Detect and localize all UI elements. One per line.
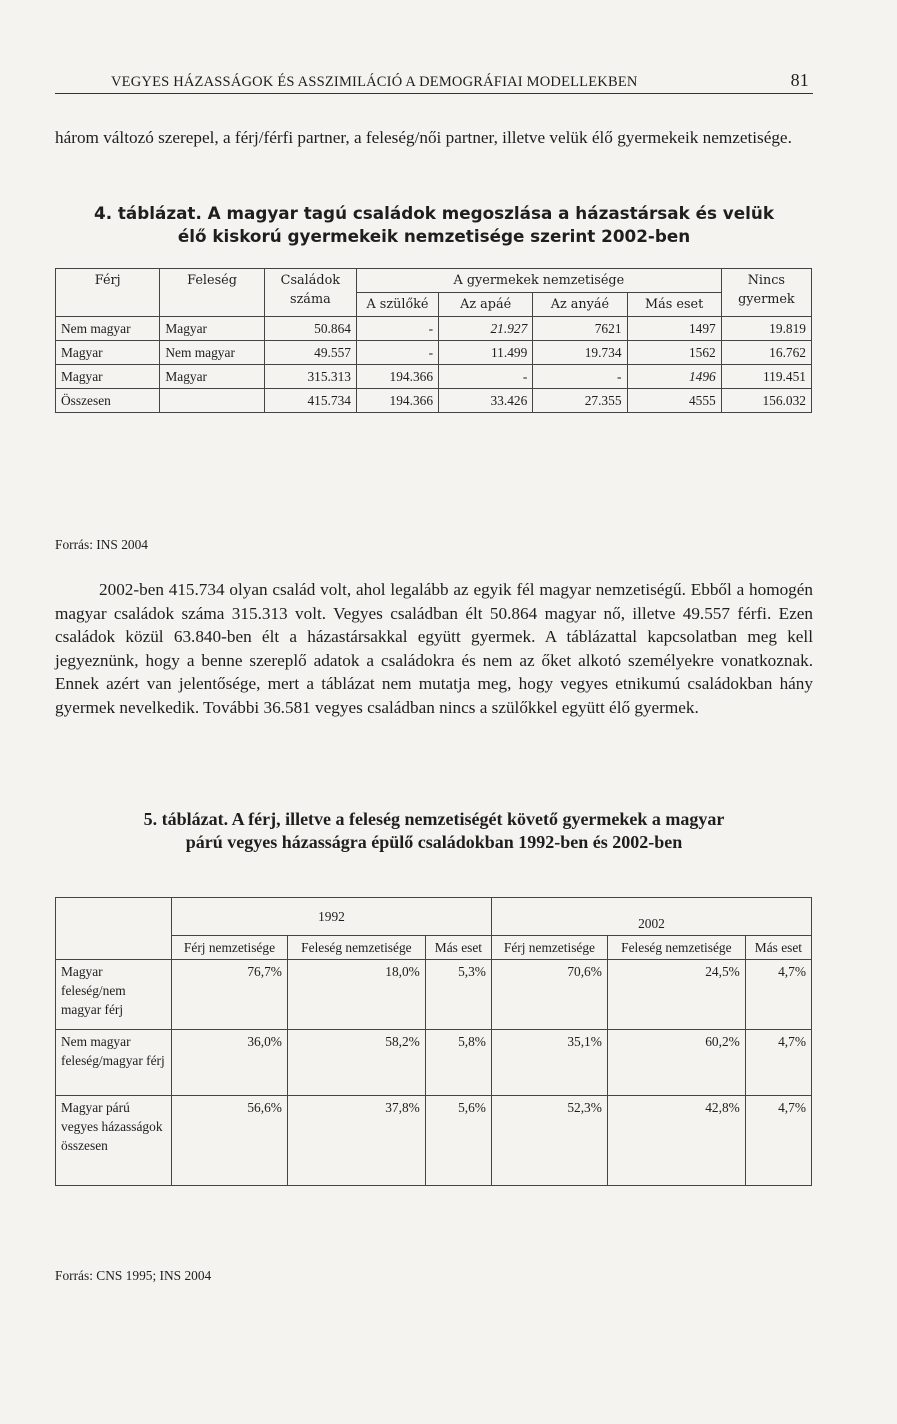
t4-cell: Nem magyar	[160, 341, 264, 365]
t5-col-header: Férj nemzetisége	[491, 936, 607, 960]
t5-cell: 18,0%	[287, 960, 425, 1030]
running-header	[55, 70, 813, 94]
t4-cell: Nem magyar	[56, 317, 160, 341]
t5-cell: 5,6%	[425, 1096, 491, 1186]
t4-cell: Magyar	[56, 341, 160, 365]
table5-caption	[55, 808, 813, 854]
t4-cell: 50.864	[264, 317, 356, 341]
t5-cell: 60,2%	[607, 1030, 745, 1096]
t4-cell: 49.557	[264, 341, 356, 365]
table4-caption	[55, 202, 813, 248]
t4-cell: 194.366	[356, 365, 438, 389]
t4-cell: 19.819	[721, 317, 811, 341]
t4-header-mas: Más eset	[627, 293, 721, 317]
t4-cell: 33.426	[439, 389, 533, 413]
table5-caption-line2: párú vegyes házasságra épülő családokban 1992-ben és 2002-ben	[185, 832, 683, 852]
t4-header-szulok: A szülőké	[356, 293, 438, 317]
table5-source: Forrás: CNS 1995; INS 2004	[55, 1268, 212, 1283]
table5-caption-line1: 5. táblázat. A férj, illetve a feleség nemzetiségét követő gyermekek a magyar	[143, 809, 725, 829]
t4-cell: -	[356, 317, 438, 341]
t4-header-gyermekek: A gyermekek nemzetisége	[356, 269, 721, 293]
intro-paragraph: három változó szerepel, a férj/férfi partner, a feleség/női partner, illetve velük élő gyermekeik nemzetisége.	[55, 128, 792, 147]
t4-cell: 19.734	[533, 341, 627, 365]
table4-caption-line2: élő kiskorú gyermekeik nemzetisége szerint 2002-ben	[177, 226, 691, 246]
table4-caption-line1: 4. táblázat. A magyar tagú családok megoszlása a házastársak és velük	[94, 203, 774, 223]
t5-corner-cell	[56, 898, 172, 960]
t4-cell: Magyar	[56, 365, 160, 389]
t4-cell: 315.313	[264, 365, 356, 389]
t4-cell: -	[439, 365, 533, 389]
t5-cell: 36,0%	[172, 1030, 288, 1096]
t4-cell: 1562	[627, 341, 721, 365]
t5-cell: 58,2%	[287, 1030, 425, 1096]
t4-header-anyae: Az anyáé	[533, 293, 627, 317]
table-row	[56, 341, 812, 365]
t5-col-header: Férj nemzetisége	[172, 936, 288, 960]
t4-header-ferj: Férj	[56, 269, 160, 317]
t4-header-feleseg: Feleség	[160, 269, 264, 317]
t4-cell: Magyar	[160, 317, 264, 341]
t5-row-label: Magyar párú vegyes házasságok összesen	[56, 1096, 172, 1186]
table4-source: Forrás: INS 2004	[55, 537, 148, 552]
t5-year-1992: 1992	[172, 898, 492, 936]
t4-cell: 27.355	[533, 389, 627, 413]
t4-cell: -	[533, 365, 627, 389]
header-title: VEGYES HÁZASSÁGOK ÉS ASSZIMILÁCIÓ A DEMOGRÁFIAI MODELLEKBEN	[111, 74, 638, 90]
t4-cell: Összesen	[56, 389, 160, 413]
t4-cell: 119.451	[721, 365, 811, 389]
t5-row-label: Nem magyar feleség/magyar férj	[56, 1030, 172, 1096]
t5-cell: 24,5%	[607, 960, 745, 1030]
t4-cell: 7621	[533, 317, 627, 341]
t5-cell: 4,7%	[745, 1030, 811, 1096]
t5-year-2002: 2002	[491, 898, 811, 936]
body-paragraph: 2002-ben 415.734 olyan család volt, ahol legalább az egyik fél magyar nemzetiségű. Ebből a homogén magyar családok száma 315.313 volt. Vegyes családban élt 50.864 magyar nő, illetve 49.557 férfi. Ezen családok közül 63.840-ben élt a házastársakkal együtt gyermek. A táblázattal kapcsolatban meg kell jegyeznünk, hogy a benne szereplő adatok a családokra és nem az őket alkotó személyekre vonatkoznak. Ennek azért van jelentősége, mert a táblázat nem mutatja meg, hogy vegyes etnikumú családokban hány gyermek nevelkedik. További 36.581 vegyes családban nincs a szülőkkel együtt élő gyermek.	[55, 580, 813, 717]
t4-cell: 1497	[627, 317, 721, 341]
t5-row-label: Magyar feleség/nem magyar férj	[56, 960, 172, 1030]
t4-cell: 415.734	[264, 389, 356, 413]
t4-cell: 156.032	[721, 389, 811, 413]
t5-cell: 4,7%	[745, 1096, 811, 1186]
t4-cell: 11.499	[439, 341, 533, 365]
t5-cell: 5,8%	[425, 1030, 491, 1096]
table4	[55, 268, 812, 413]
t5-cell: 4,7%	[745, 960, 811, 1030]
table5	[55, 897, 812, 1186]
table-row	[56, 389, 812, 413]
page-number: 81	[790, 70, 809, 90]
table-row	[56, 1030, 812, 1096]
table-row	[56, 960, 812, 1030]
t5-col-header: Feleség nemzetisége	[287, 936, 425, 960]
t5-cell: 37,8%	[287, 1096, 425, 1186]
table-row	[56, 1096, 812, 1186]
t5-col-header: Feleség nemzetisége	[607, 936, 745, 960]
t4-header-csaladok: Családok száma	[264, 269, 356, 317]
t4-cell: 21.927	[439, 317, 533, 341]
t5-cell: 56,6%	[172, 1096, 288, 1186]
t4-cell: 194.366	[356, 389, 438, 413]
t4-cell: Magyar	[160, 365, 264, 389]
t4-cell: 4555	[627, 389, 721, 413]
t4-cell: 1496	[627, 365, 721, 389]
t5-col-header: Más eset	[425, 936, 491, 960]
t5-cell: 76,7%	[172, 960, 288, 1030]
t5-cell: 52,3%	[491, 1096, 607, 1186]
t5-cell: 5,3%	[425, 960, 491, 1030]
t5-cell: 70,6%	[491, 960, 607, 1030]
t4-cell: -	[356, 341, 438, 365]
t4-header-nincs: Nincs gyermek	[721, 269, 811, 317]
t4-cell	[160, 389, 264, 413]
t5-cell: 35,1%	[491, 1030, 607, 1096]
t4-header-apae: Az apáé	[439, 293, 533, 317]
table-row	[56, 317, 812, 341]
table-row	[56, 365, 812, 389]
t4-cell: 16.762	[721, 341, 811, 365]
t5-col-header: Más eset	[745, 936, 811, 960]
t5-cell: 42,8%	[607, 1096, 745, 1186]
